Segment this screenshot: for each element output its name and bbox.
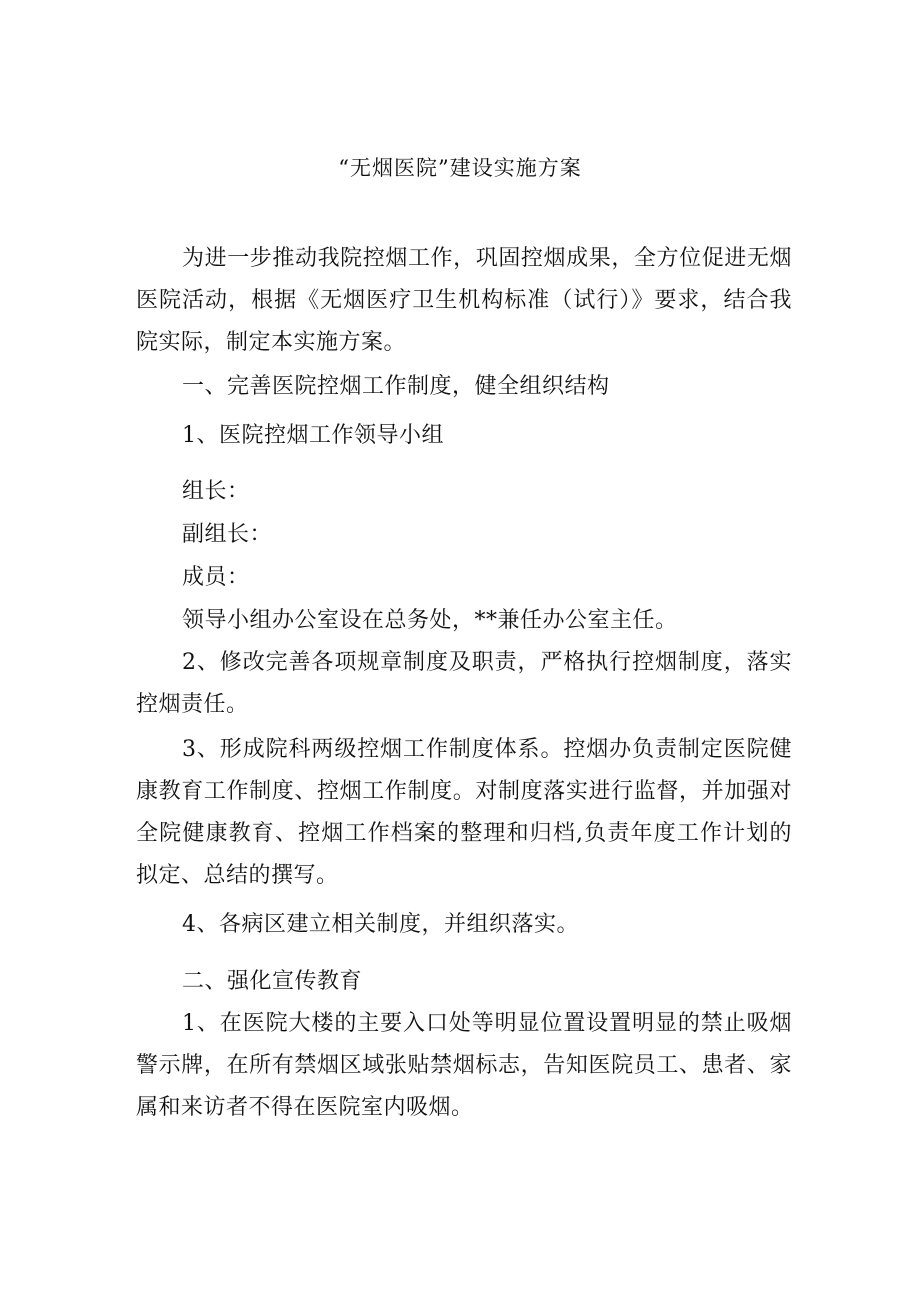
- item3-paragraph: 3、形成院科两级控烟工作制度体系。控烟办负责制定医院健康教育工作制度、控烟工作制度。对制度落实进行监督，并加强对全院健康教育、控烟工作档案的整理和归档,负责年度工作计划的拟定、总结的撰写。: [136, 737, 792, 888]
- item1-heading: 1、医院控烟工作领导小组: [182, 423, 444, 448]
- item2-paragraph: 2、修改完善各项规章制度及职责，严格执行控烟制度，落实控烟责任。: [136, 650, 792, 717]
- leader-line: 组长：: [182, 479, 250, 504]
- office-note: 领导小组办公室设在总务处，**兼任办公室主任。: [182, 608, 678, 633]
- item4-line: 4、各病区建立相关制度，并组织落实。: [182, 912, 579, 937]
- document-title: “无烟医院”建设实施方案: [338, 156, 582, 180]
- section2-item1-paragraph: 1、在医院大楼的主要入口处等明显位置设置明显的禁止吸烟警示牌，在所有禁烟区域张贴禁烟标志，告知医院员工、患者、家属和来访者不得在医院室内吸烟。: [136, 1011, 792, 1120]
- vice-leader-line: 副组长：: [182, 522, 273, 547]
- members-line: 成员：: [182, 565, 250, 590]
- intro-paragraph: 为进一步推动我院控烟工作，巩固控烟成果，全方位促进无烟医院活动，根据《无烟医疗卫生机构标准（试行）》要求，结合我院实际，制定本实施方案。: [136, 246, 792, 355]
- section1-heading: 一、完善医院控烟工作制度，健全组织结构: [182, 374, 610, 399]
- section2-heading: 二、强化宣传教育: [182, 969, 363, 994]
